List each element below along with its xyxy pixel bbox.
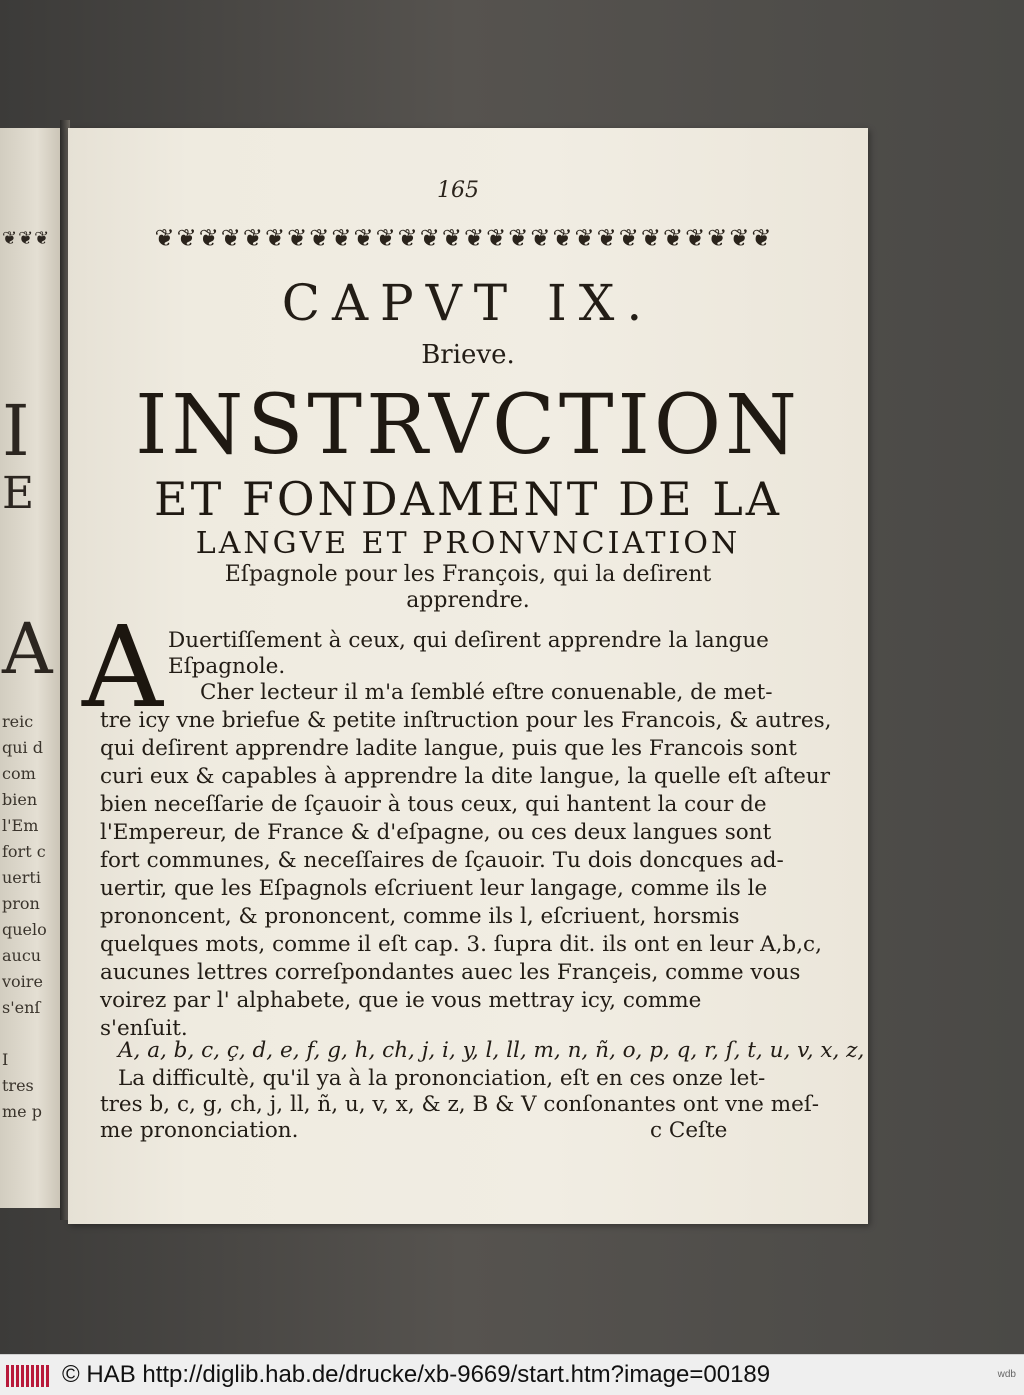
facing-page-text: I: [2, 1050, 9, 1069]
facing-page-text: aucu: [2, 946, 42, 965]
body-line: bien neceſſarie de ſçauoir à tous ceux, qui hantent la cour de: [100, 792, 767, 817]
drop-cap: A: [82, 603, 163, 733]
body-line: tre icy vne briefue & petite inſtruction pour les Francois, & autres,: [100, 708, 832, 733]
body-line: Duertiſſement à ceux, qui deſirent apprendre la langue: [168, 628, 769, 653]
body-line: l'Empereur, de France & d'eſpagne, ou ces deux langues sont: [100, 820, 772, 845]
facing-page-text: reic: [2, 712, 34, 731]
facing-page-text: uerti: [2, 868, 41, 887]
body-line: qui deſirent apprendre ladite langue, puis que les Francois sont: [100, 736, 797, 761]
facing-page-text: I: [2, 390, 30, 472]
chapter-heading: CAPVT IX.: [281, 274, 655, 332]
title-line-2: ET FONDAMENT DE LA: [154, 472, 782, 526]
body-line: tres b, c, g, ch, j, ll, ñ, u, v, x, & z, B & V conſonantes ont vne meſ-: [100, 1092, 820, 1117]
facing-page-ornament: ❦❦❦: [2, 228, 51, 249]
footer-mark: wdb: [997, 1369, 1016, 1380]
facing-page-text: pron: [2, 894, 40, 913]
facing-page-text: bien: [2, 790, 38, 809]
body-line: fort communes, & neceſſaires de ſçauoir. Tu dois doncques ad-: [100, 848, 784, 873]
facing-page-text: E: [2, 468, 35, 519]
facing-page-text: A: [2, 608, 53, 690]
body-line: Eſpagnole.: [168, 654, 286, 679]
footer-copyright: © HAB http://diglib.hab.de/drucke/xb-9669/start.htm?image=00189: [62, 1361, 771, 1388]
body-line: curi eux & capables à apprendre la dite langue, la quelle eſt aſteur: [100, 764, 830, 789]
body-line: s'enſuit.: [100, 1016, 188, 1041]
facing-page-text: com: [2, 764, 36, 783]
body-line: voirez par l' alphabete, que ie vous mettray icy, comme: [100, 988, 702, 1013]
page-number: 165: [437, 178, 479, 203]
signature-catchword: c Ceſte: [650, 1118, 728, 1143]
title-line-4: Eſpagnole pour les François, qui la deſirent: [224, 562, 712, 587]
body-line: aucunes lettres correſpondantes auec les Françeis, comme vous: [100, 960, 801, 985]
alphabet-line: A, a, b, c, ç, d, e, f, g, h, ch, j, i, y, l, ll, m, n, ñ, o, p, q, r, ſ, t, u, v, x, z,: [118, 1038, 865, 1063]
title-main: INSTRVCTION: [135, 378, 801, 473]
facing-page-text: voire: [2, 972, 43, 991]
body-line: quelques mots, comme il eſt cap. 3. ſupra dit. ils ont en leur A,b,c,: [100, 932, 822, 957]
facing-page-text: l'Em: [2, 816, 39, 835]
facing-page-fragment: [0, 128, 62, 1208]
body-line: prononcent, & prononcent, comme ils l, eſcriuent, horsmis: [100, 904, 740, 929]
ornament-band: ❦❦❦❦❦❦❦❦❦❦❦❦❦❦❦❦❦❦❦❦❦❦❦❦❦❦❦❦: [154, 224, 774, 252]
body-line: me prononciation.: [100, 1118, 299, 1143]
book-page: [68, 128, 868, 1224]
subtitle: Brieve.: [421, 340, 515, 370]
footer-bar: [0, 1354, 1024, 1395]
facing-page-text: s'enſ: [2, 998, 41, 1017]
body-line: La difficultè, qu'il ya à la prononciation, eſt en ces onze let-: [118, 1066, 766, 1091]
title-line-5: apprendre.: [406, 588, 530, 613]
facing-page-text: quelo: [2, 920, 47, 939]
facing-page-text: tres: [2, 1076, 34, 1095]
facing-page-text: me p: [2, 1102, 42, 1121]
body-line: uertir, que les Eſpagnols eſcriuent leur langage, comme ils le: [100, 876, 768, 901]
hab-logo-icon: [6, 1365, 50, 1387]
title-line-3: LANGVE ET PRONVNCIATION: [195, 526, 741, 561]
facing-page-text: qui d: [2, 738, 43, 757]
body-line: Cher lecteur il m'a ſemblé eſtre conuenable, de met-: [200, 680, 773, 705]
facing-page-text: fort c: [2, 842, 46, 861]
